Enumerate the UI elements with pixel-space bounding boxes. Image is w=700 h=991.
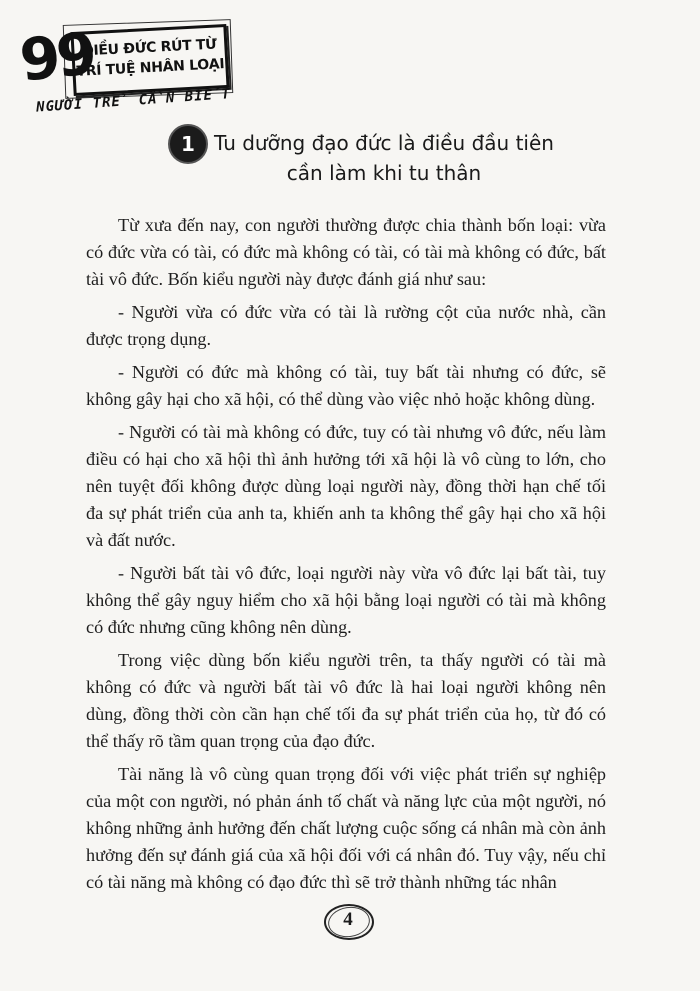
chapter-title bbox=[214, 128, 554, 188]
page-number: 4 bbox=[343, 909, 353, 930]
chapter-number-badge: 1 bbox=[168, 124, 208, 164]
book-logo bbox=[16, 19, 256, 118]
paragraph: Từ xưa đến nay, con người thường được chia thành bốn loại: vừa có đức vừa có tài, có đức mà không có tài, có tài mà không có đức, bất tài vô đức. Bốn kiểu người này được đánh giá như sau: bbox=[86, 215, 606, 289]
logo-line-1: ĐIỀU ĐỨC RÚT TỪ bbox=[81, 36, 218, 60]
chapter-title-line-2: cần làm khi tu thân bbox=[286, 161, 482, 185]
paragraph: Tài năng là vô cùng quan trọng đối với việc phát triển sự nghiệp của một con người, nó phản ánh tố chất và năng lực của một người, nó không những ảnh hưởng đến chất lượng cuộc sống cá nhân mà còn ảnh hưởng đến sự đánh giá của xã hội đối với cá nhân đó. Tuy vậy, nếu chỉ có tài năng mà không có đạo đức thì sẽ trở thành những tác nhân bbox=[86, 764, 606, 892]
chapter-heading bbox=[168, 118, 568, 188]
paragraph: - Người vừa có đức vừa có tài là rường cột của nước nhà, cần được trọng dụng. bbox=[86, 302, 606, 349]
page-number-badge bbox=[324, 904, 374, 940]
paragraph: Trong việc dùng bốn kiểu người trên, ta thấy người có tài mà không có đức và người bất tài vô đức là hai loại người không nên dùng, đồng thời còn cần hạn chế tối đa sự phát triển của họ, từ đó có thể thấy rõ tầm quan trọng của đạo đức. bbox=[86, 650, 606, 751]
paragraph: - Người có đức mà không có tài, tuy bất tài nhưng có đức, sẽ không gây hại cho xã hội, có thể dùng vào việc nhỏ hoặc không dùng. bbox=[86, 362, 606, 409]
paragraph: - Người có tài mà không có đức, tuy có tài nhưng vô đức, nếu làm điều có hại cho xã hội thì ảnh hưởng tới xã hội là vô cùng to lớn, cho nên tuyệt đối không được dùng loại người này, đồng thời hạn chế tối đa sự phát triển của anh ta, khiến anh ta không thể gây hại cho xã hội và đất nước. bbox=[86, 422, 606, 550]
body-text bbox=[86, 212, 606, 902]
logo-line-2: TRÍ TUỆ NHÂN LOẠI bbox=[76, 56, 225, 80]
paragraph: - Người bất tài vô đức, loại người này vừa vô đức lại bất tài, tuy không thể gây nguy hiểm cho xã hội bằng loại người có tài mà không có đức nhưng cũng không nên dùng. bbox=[86, 563, 606, 637]
logo-tagline: NGƯỜI TRẺ CẦN BIẾT bbox=[35, 86, 232, 116]
chapter-title-line-1: Tu dưỡng đạo đức là điều đầu tiên bbox=[214, 131, 554, 155]
logo-number: 99 bbox=[16, 19, 97, 95]
